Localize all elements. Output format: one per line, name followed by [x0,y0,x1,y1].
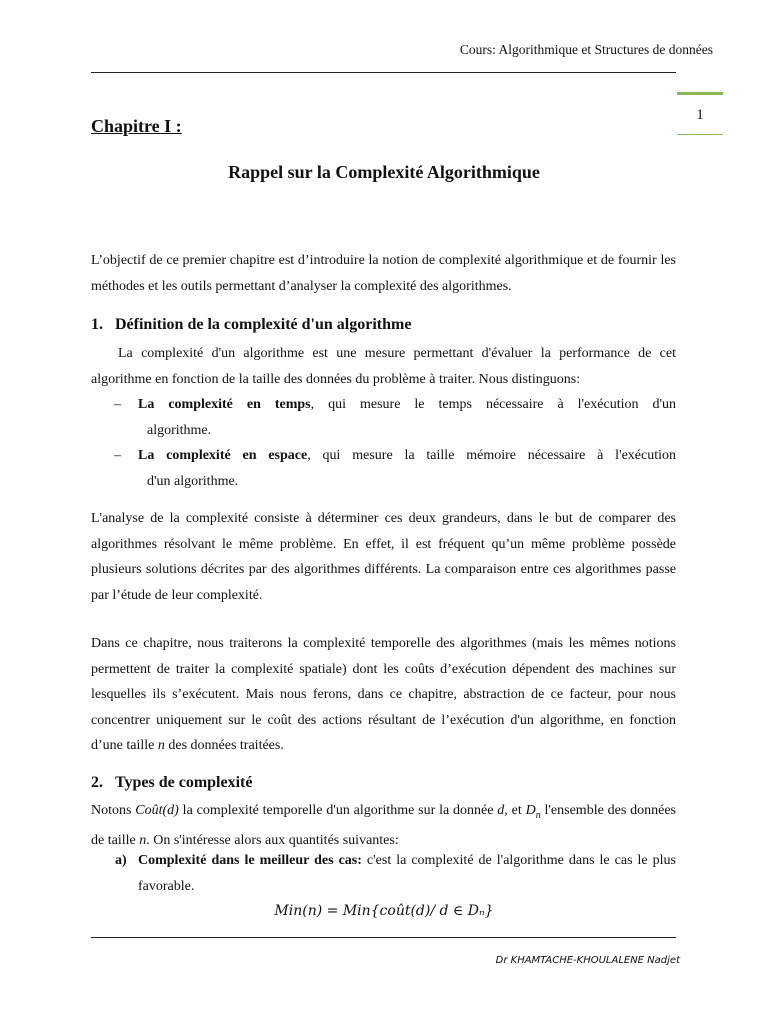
paragraph-text: l'ensemble des données de taille [91,803,676,849]
section-2-title: Types de complexité [115,774,253,791]
variable-d: d [497,803,505,818]
chapter-label: Chapitre I : [91,116,182,136]
paragraph-text: Notons [91,803,136,818]
section-2-paragraph-1 [91,798,676,854]
bullet-term: La complexité en espace [138,448,308,463]
best-case-formula: Min(n) = Min{coût(d)/ d ∈ Dₙ} [274,903,494,919]
intro-paragraph: L’objectif de ce premier chapitre est d’introduire la notion de complexité algorithmique et de fournir les méthodes et les outils permettant d’analyser la complexité des algorithmes. [91,253,676,294]
footer-author: Dr KHAMTACHE-KHOULALENE Nadjet [495,955,680,966]
bullet-dash: – [114,397,121,412]
item-term: Complexité dans le meilleur des cas: [138,853,362,868]
variable-n: n [139,833,147,849]
bullet-time-complexity [91,392,676,443]
header-divider [91,72,676,73]
paragraph-text: . On s'intéresse alors aux quantités suivantes: [146,833,399,849]
item-label: a) [115,853,127,868]
section-1-paragraph-1: La complexité d'un algorithme est une mesure permettant d'évaluer la performance de cet algorithme en fonction de la taille des données du problème à traiter. Nous distinguons: [91,346,676,387]
bullet-term: La complexité en temps [138,397,311,412]
variable-D: D [525,803,536,818]
section-2-number: 2. [91,774,103,791]
item-best-case [91,848,676,899]
section-1-heading [91,316,411,334]
header-course-title: Cours: Algorithmique et Structures de données [459,42,713,57]
section-2-heading [91,774,252,792]
bullet-dash: – [114,448,121,463]
page-number: 1 [677,92,723,135]
variable-D-subscript: n [535,809,541,821]
footer-divider [91,937,676,938]
variable-n: n [157,738,165,753]
section-1-paragraph-3 [91,631,676,759]
paragraph-text: des données traitées. [164,738,284,753]
item-text: c'est la complexité de l'algorithme dans le cas le plus favorable. [138,853,676,894]
bullet-text-continued: d'un algorithme. [147,473,239,489]
bullet-text: , qui mesure la taille mémoire nécessaire à l'exécution [307,448,677,463]
paragraph-text: Dans ce chapitre, nous traiterons la complexité temporelle des algorithmes (mais les mêmes notions permettent de traiter la complexité spatiale) dont les coûts d’exécution dépendent des machines sur lesquelles ils s’exécutent. Mais nous ferons, dans ce chapitre, abstraction de ce facteur, pour nous concentrer uniquement sur le coût des actions résultant de l’exécution d'un algorithme, en fonction d’une taille [91,636,676,753]
paragraph-text: , et [504,803,526,818]
section-1-paragraph-2: L'analyse de la complexité consiste à déterminer ces deux grandeurs, dans le but de comparer des algorithmes résolvant le même problème. En effet, il est fréquent qu’un même problème possède plusieurs solutions décrites par des algorithmes différents. La comparaison entre ces algorithmes passe par l’étude de leur complexité. [91,511,676,603]
bullet-text-continued: algorithme. [147,422,212,438]
section-1-number: 1. [91,316,103,333]
cost-notation: Coût(d) [135,803,179,818]
paragraph-text: la complexité temporelle d'un algorithme sur la donnée [178,803,498,818]
chapter-title: Rappel sur la Complexité Algorithmique [228,162,540,182]
bullet-space-complexity [91,443,676,494]
section-1-title: Définition de la complexité d'un algorithme [115,316,412,333]
bullet-text: , qui mesure le temps nécessaire à l'exécution d'un [310,397,676,412]
